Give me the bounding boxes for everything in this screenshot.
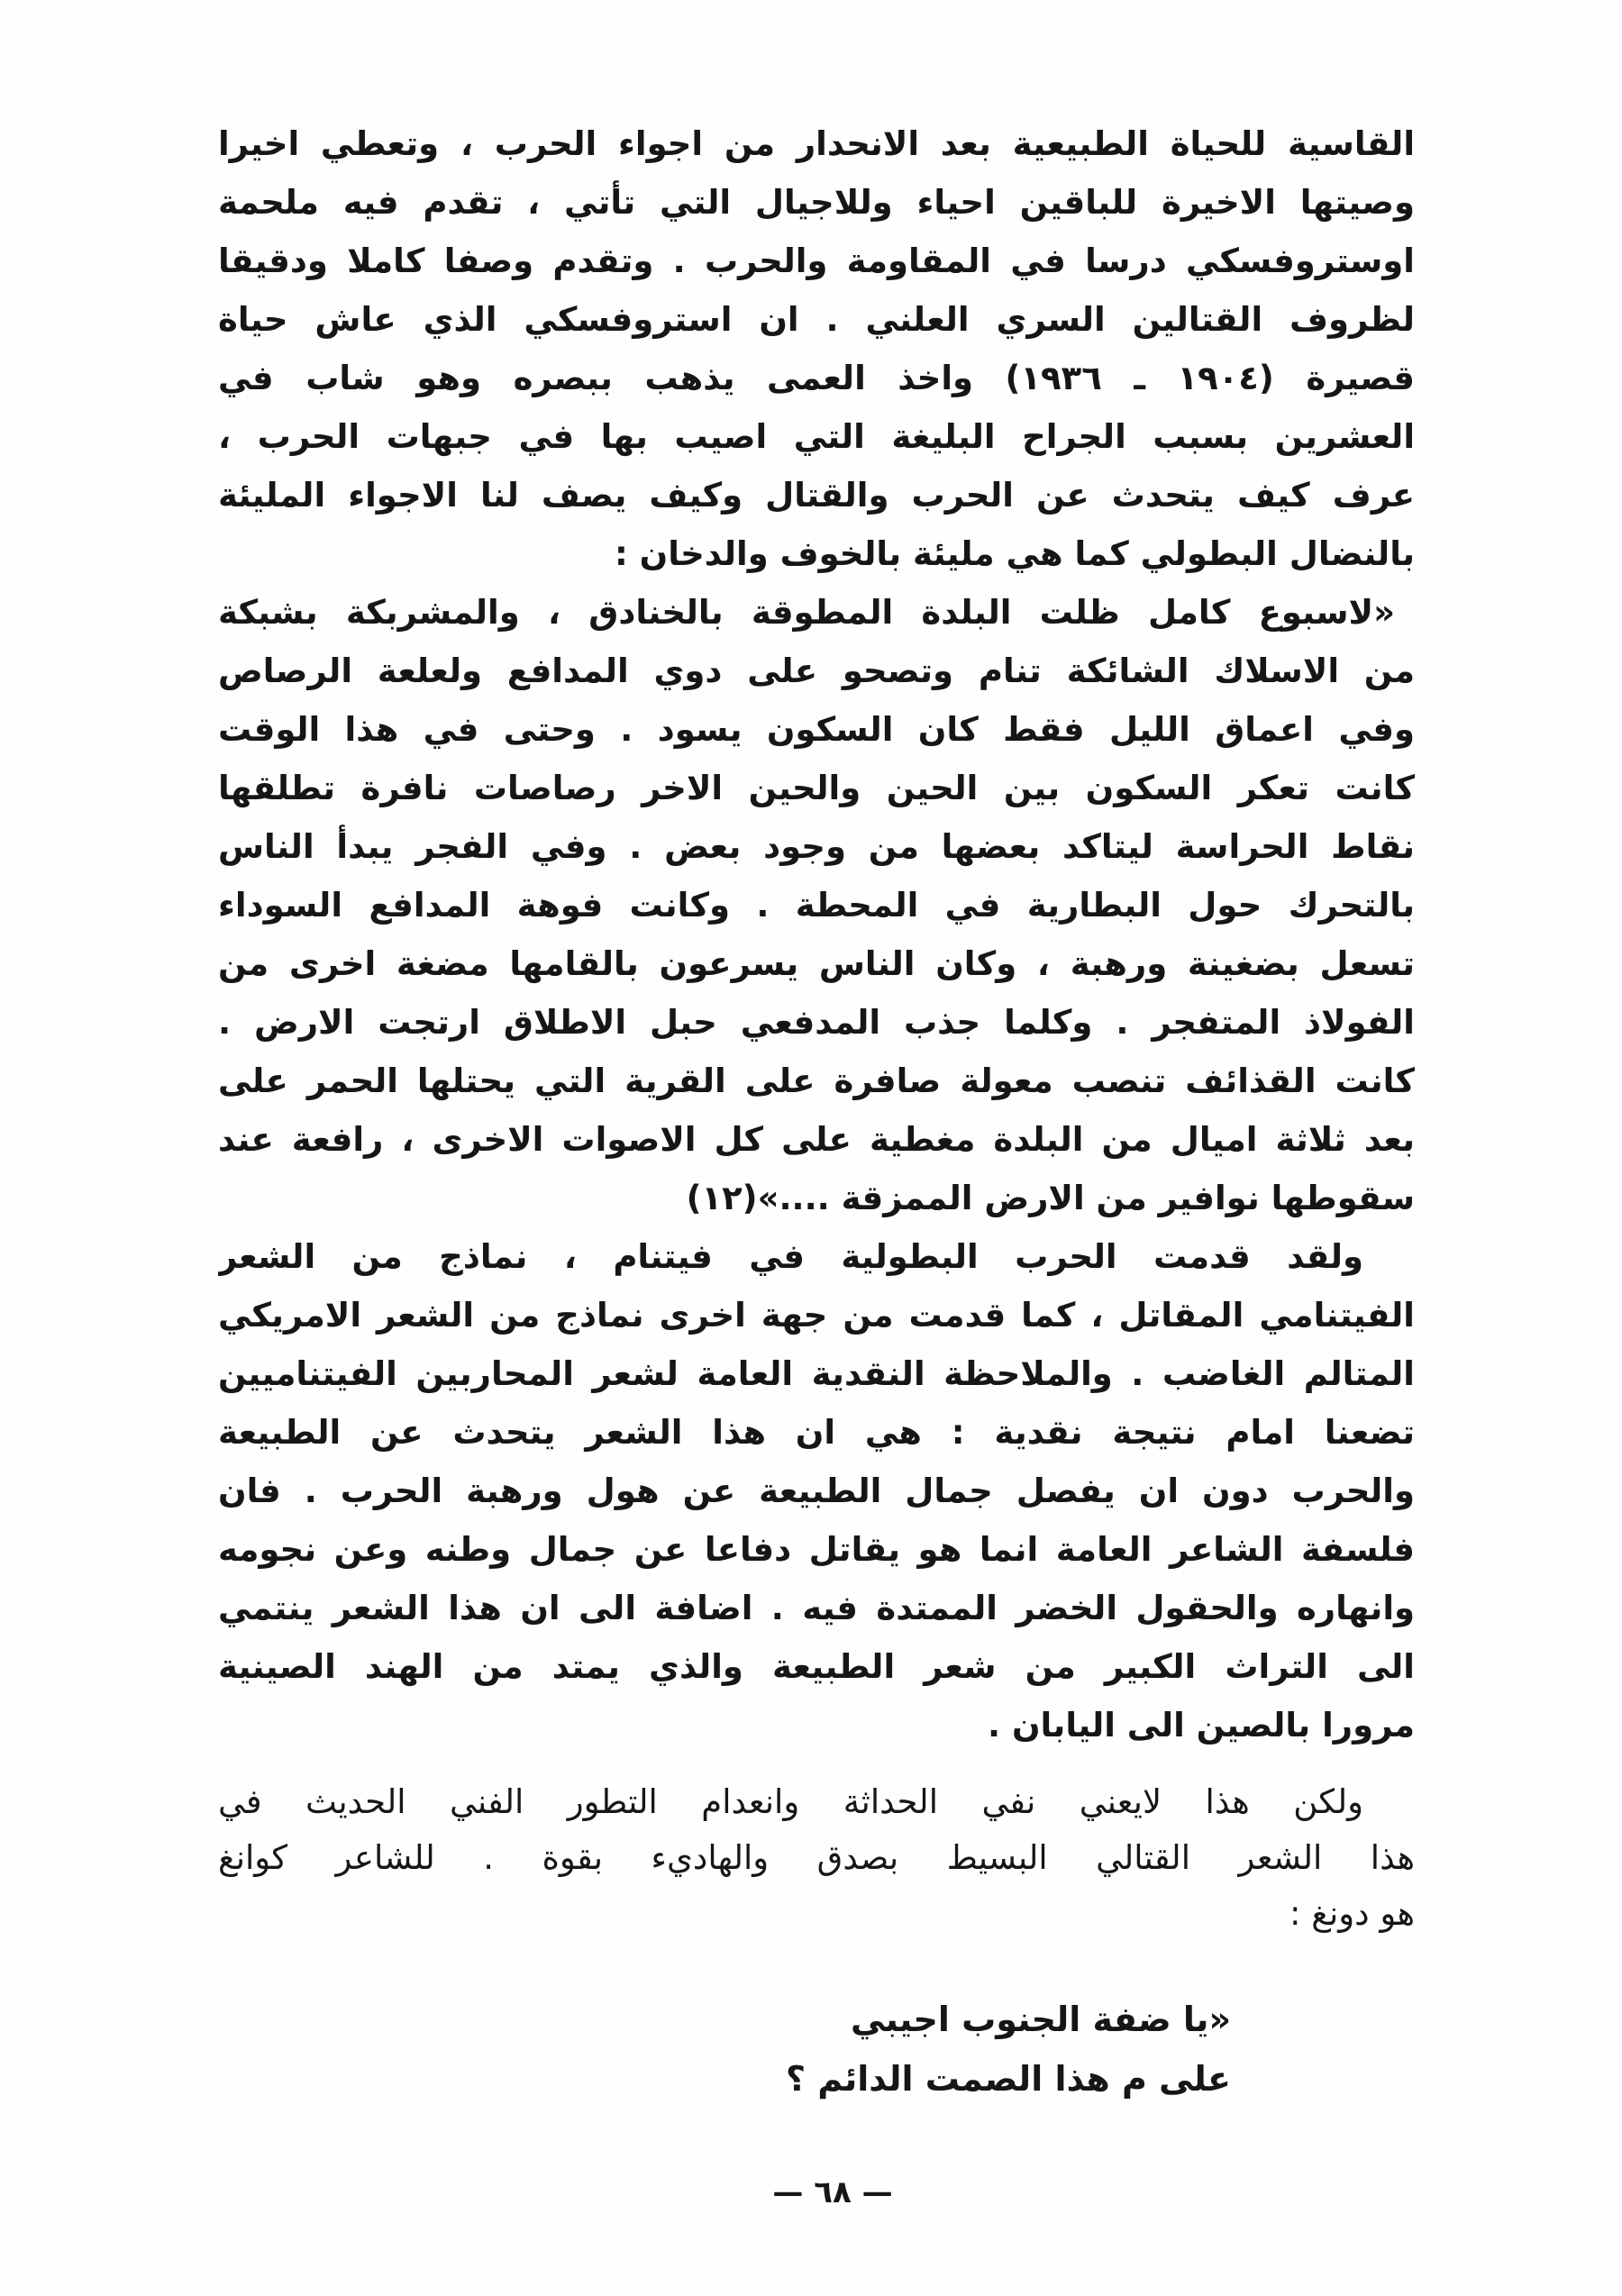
body-text (218, 114, 1415, 1754)
text-line: هو دونغ : (1289, 1894, 1415, 1933)
poem-line: «يا ضفة الجنوب اجيبي (851, 2000, 1231, 2039)
poem-line: على م هذا الصمت الدائم ؟ (785, 2059, 1231, 2099)
text-line: وانهاره والحقول الخضر الممتدة فيه . اضافة الى ان هذا الشعر ينتمي (218, 1589, 1415, 1627)
text-line: وصيتها الاخيرة للباقين احياء وللاجيال التي تأتي ، تقدم فيه ملحمة (218, 183, 1415, 222)
text-line: قصيرة (١٩٠٤ ـ ١٩٣٦) واخذ العمى يذهب ببصره وهو شاب في (218, 359, 1415, 397)
quote-line: بعد ثلاثة اميال من البلدة مغطية على كل الاصوات الاخرى ، رافعة عند (218, 1120, 1415, 1159)
text-line: هذا الشعر القتالي البسيط بصدق والهاديء بقوة . للشاعر كوانغ (218, 1838, 1415, 1877)
paragraph (218, 1227, 1415, 1754)
text-line: والحرب دون ان يفصل جمال الطبيعة عن هول ورهبة الحرب . فان (218, 1471, 1415, 1510)
text-line: اوستروفسكي درسا في المقاومة والحرب . وتقدم وصفا كاملا ودقيقا (218, 241, 1415, 280)
text-line: الفيتنامي المقاتل ، كما قدمت من جهة اخرى نماذج من الشعر الامريكي (218, 1296, 1415, 1335)
text-line: تضعنا امام نتيجة نقدية : هي ان هذا الشعر يتحدث عن الطبيعة (218, 1413, 1415, 1452)
quote-line: من الاسلاك الشائكة تنام وتصحو على دوي المدافع ولعلعة الرصاص (218, 651, 1415, 690)
quote-line: سقوطها نوافير من الارض الممزقة ....»(١٢) (686, 1179, 1415, 1217)
text-line: لظروف القتالين السري العلني . ان استروفسكي الذي عاش حياة (218, 300, 1415, 339)
quote-line: تسعل بضغينة ورهبة ، وكان الناس يسرعون بالقامها مضغة اخرى من (218, 944, 1415, 983)
text-line: مرورا بالصين الى اليابان . (988, 1706, 1415, 1745)
block-quote (218, 583, 1415, 1227)
quote-line: كانت القذائف تنصب معولة صافرة على القرية التي يحتلها الحمر على (218, 1061, 1415, 1100)
quote-line: وفي اعماق الليل فقط كان السكون يسود . وحتى في هذا الوقت (218, 710, 1415, 749)
text-line: ولكن هذا لايعني نفي الحداثة وانعدام التطور الفني الحديث في (218, 1782, 1363, 1821)
text-line: المتالم الغاضب . والملاحظة النقدية العامة لشعر المحاربين الفيتناميين (218, 1354, 1415, 1393)
quote-line: الفولاذ المتفجر . وكلما جذب المدفعي حبل الاطلاق ارتجت الارض . (218, 1003, 1415, 1042)
page-number: — ٦٨ — (772, 2174, 893, 2210)
quote-line: كانت تعكر السكون بين الحين والحين الاخر رصاصات نافرة تطلقها (218, 769, 1415, 807)
text-line: عرف كيف يتحدث عن الحرب والقتال وكيف يصف لنا الاجواء المليئة (218, 476, 1415, 515)
quote-line: «لاسبوع كامل ظلت البلدة المطوقة بالخنادق ، والمشربكة بشبكة (218, 593, 1395, 632)
poem-excerpt (600, 1990, 1231, 2109)
text-line: القاسية للحياة الطبيعية بعد الانحدار من اجواء الحرب ، وتعطي اخيرا (218, 124, 1415, 163)
paragraph (218, 1774, 1415, 1942)
text-line: ولقد قدمت الحرب البطولية في فيتنام ، نماذج من الشعر (218, 1237, 1363, 1276)
text-line: الى التراث الكبير من شعر الطبيعة والذي يمتد من الهند الصينية (218, 1647, 1415, 1686)
paragraph-continuation (218, 114, 1415, 583)
quote-line: نقاط الحراسة ليتاكد بعضها من وجود بعض . وفي الفجر يبدأ الناس (218, 827, 1415, 866)
text-line: فلسفة الشاعر العامة انما هو يقاتل دفاعا عن جمال وطنه وعن نجومه (218, 1530, 1415, 1569)
quote-line: بالتحرك حول البطارية في المحطة . وكانت فوهة المدافع السوداء (218, 886, 1415, 925)
text-line: العشرين بسبب الجراح البليغة التي اصيب بها في جبهات الحرب ، (218, 417, 1415, 456)
text-line: بالنضال البطولي كما هي مليئة بالخوف والدخان : (614, 534, 1415, 573)
